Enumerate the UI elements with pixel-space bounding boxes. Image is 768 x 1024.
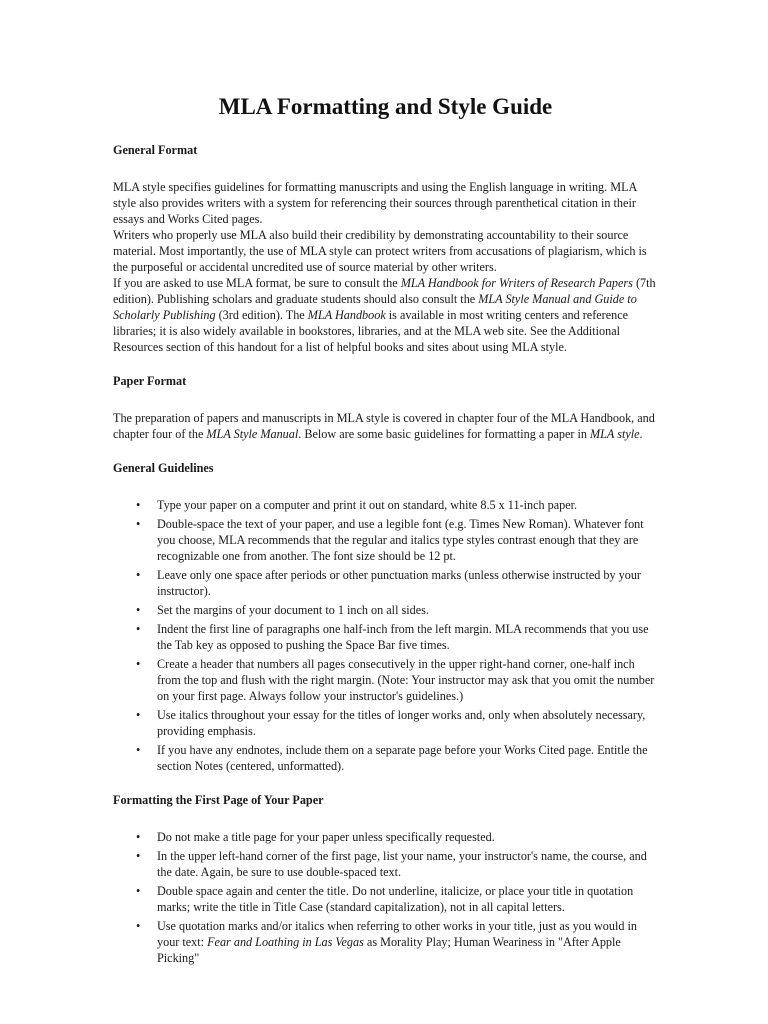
bullet-icon: •: [136, 657, 141, 671]
list-item: [136, 656, 658, 704]
section-heading-paper-format: Paper Format: [113, 374, 187, 388]
paper-format-body: [113, 410, 658, 442]
bullet-icon: •: [136, 919, 141, 933]
list-item: [136, 497, 658, 513]
list-item-text: In the upper left-hand corner of the first page, list your name, your instructor's name, the course, and the date. Again, be sure to use double-spaced text.: [157, 849, 647, 879]
italic-title: MLA Style Manual: [206, 427, 299, 441]
text-run: (7th edition). Publishing scholars and graduate students should also consult the: [113, 276, 656, 306]
general-format-paragraph-1: MLA style specifies guidelines for formatting manuscripts and using the English language in writing. MLA style also provides writers with a system for referencing their sources through parenthetical citation in their essays and Works Cited pages.: [113, 180, 637, 226]
italic-title: MLA Handbook for Writers of Research Papers: [400, 276, 633, 290]
text-run: If you are asked to use MLA format, be sure to consult the: [113, 276, 401, 290]
bullet-icon: •: [136, 568, 141, 582]
bullet-icon: •: [136, 622, 141, 636]
general-format-body: [113, 179, 658, 355]
bullet-icon: •: [136, 498, 141, 512]
paper-format-paragraph: [113, 410, 658, 442]
list-item-text: Leave only one space after periods or other punctuation marks (unless otherwise instructed by your instructor).: [157, 568, 641, 598]
list-item: [136, 602, 658, 618]
section-heading-general-guidelines: General Guidelines: [113, 461, 214, 475]
text-run: as Morality Play; Human Weariness in "After Apple Picking": [157, 935, 621, 965]
italic-title: MLA Style Manual and Guide to Scholarly Publishing: [113, 292, 637, 322]
document-page: [113, 92, 658, 984]
bullet-icon: •: [136, 517, 141, 531]
first-page-list: [113, 829, 658, 966]
list-item: [136, 918, 658, 966]
section-heading-first-page: Formatting the First Page of Your Paper: [113, 793, 324, 807]
list-item-text: Double space again and center the title. Do not underline, italicize, or place your title in quotation marks; write the title in Title Case (standard capitalization), not in all capital letters.: [157, 884, 634, 914]
list-item: [136, 829, 658, 845]
text-run: (3rd edition). The: [215, 308, 308, 322]
section-heading-general-format: General Format: [113, 143, 198, 157]
bullet-icon: •: [136, 603, 141, 617]
list-item-text: Do not make a title page for your paper unless specifically requested.: [157, 830, 495, 844]
bullet-icon: •: [136, 830, 141, 844]
list-item: [136, 567, 658, 599]
list-item-text: Use italics throughout your essay for the titles of longer works and, only when absolutely necessary, providing emphasis.: [157, 708, 646, 738]
list-item: [136, 742, 658, 774]
text-run: The preparation of papers and manuscripts in MLA style is covered in chapter four of the MLA Handbook, and chapter four of the: [113, 411, 655, 441]
text-run: is available in most writing centers and reference libraries; it is also widely available in bookstores, libraries, and at the MLA web site. See the Additional Resources section of this handout for a list of helpful books and sites about using MLA style.: [113, 308, 629, 354]
text-run: .: [639, 427, 643, 441]
italic-title: MLA style: [590, 427, 640, 441]
list-item: [136, 516, 658, 564]
italic-title: MLA Handbook: [307, 308, 386, 322]
page-title: MLA Formatting and Style Guide: [218, 94, 553, 119]
text-run: . Below are some basic guidelines for formatting a paper in: [298, 427, 590, 441]
list-item-text: Create a header that numbers all pages consecutively in the upper right-hand corner, one-half inch from the top and flush with the right margin. (Note: Your instructor may ask that you omit the number on your first page. Always follow your instructor's guidelines.): [157, 657, 655, 703]
general-guidelines-list: [113, 497, 658, 774]
bullet-icon: •: [136, 743, 141, 757]
list-item-text: Set the margins of your document to 1 inch on all sides.: [157, 603, 429, 617]
list-item-text: Indent the first line of paragraphs one half-inch from the left margin. MLA recommends that you use the Tab key as opposed to pushing the Space Bar five times.: [157, 622, 649, 652]
list-item-text: Type your paper on a computer and print it out on standard, white 8.5 x 11-inch paper.: [157, 498, 578, 512]
list-item-text: If you have any endnotes, include them on a separate page before your Works Cited page. Entitle the section Notes (centered, unformatted).: [157, 743, 648, 773]
text-run: Use quotation marks and/or italics when referring to other works in your title, just as you would in your text:: [157, 919, 637, 949]
bullet-icon: •: [136, 849, 141, 863]
list-item: [136, 707, 658, 739]
list-item: [136, 848, 658, 880]
list-item: [136, 883, 658, 915]
bullet-icon: •: [136, 708, 141, 722]
general-format-paragraph-3: [113, 275, 658, 355]
list-item-text: Double-space the text of your paper, and use a legible font (e.g. Times New Roman). Whatever font you choose, MLA recommends that the regular and italics type styles contrast enough that they are recognizable one from another. The font size should be 12 pt.: [157, 517, 644, 563]
general-format-paragraph-2: Writers who properly use MLA also build their credibility by demonstrating accountability to their source material. Most importantly, the use of MLA style can protect writers from accusations of plagiarism, which is the purposeful or accidental uncredited use of source material by other writers.: [113, 228, 647, 274]
list-item: [136, 621, 658, 653]
italic-title: Fear and Loathing in Las Vegas: [207, 935, 364, 949]
bullet-icon: •: [136, 884, 141, 898]
